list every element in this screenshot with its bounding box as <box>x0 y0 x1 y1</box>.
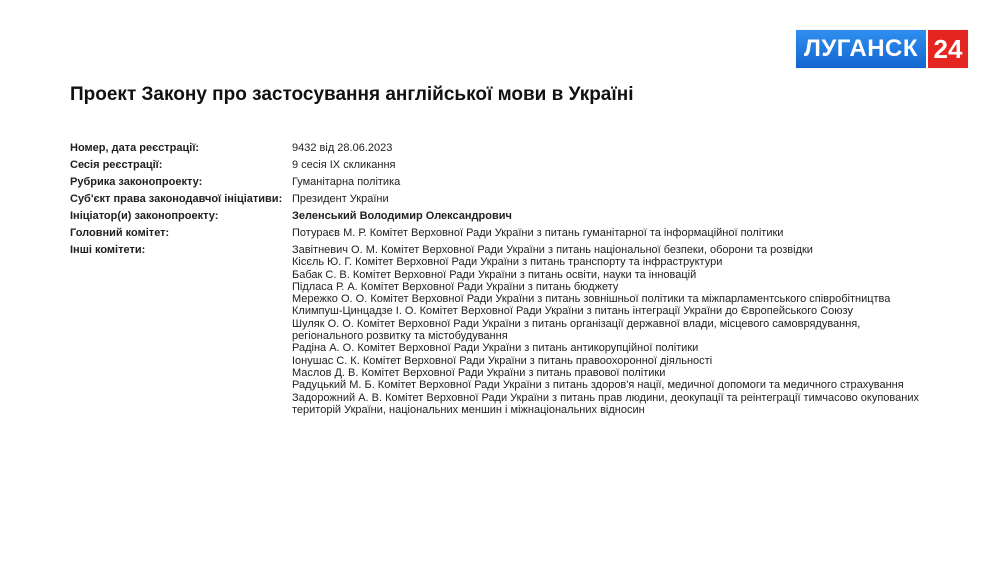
session-row <box>70 159 930 171</box>
subject-value: Президент України <box>292 193 389 205</box>
committee-item: Кісєль Ю. Г. Комітет Верховної Ради України з питань транспорту та інфраструктури <box>292 256 723 269</box>
main-committee-label: Головний комітет: <box>70 227 170 239</box>
committee-item: Шуляк О. О. Комітет Верховної Ради України з питань організації державної влади, місцевого самоврядування, регіонального розвитку та містобудування <box>292 317 861 343</box>
other-committees-label: Інші комітети: <box>70 244 146 256</box>
registration-label: Номер, дата реєстрації: <box>70 142 200 154</box>
committee-item: Підласа Р. А. Комітет Верховної Ради України з питань бюджету <box>292 280 619 293</box>
committee-item: Климпуш-Цинцадзе І. О. Комітет Верховної Ради України з питань інтеграції України до Європейського Союзу <box>292 305 853 318</box>
rubric-row <box>70 176 930 188</box>
committee-item: Задорожний А. В. Комітет Верховної Ради України з питань прав людини, деокупації та реінтеграції тимчасово окупованих територій України, національних меншин і міжнаціональних відносин <box>292 391 919 416</box>
other-committees-row <box>70 244 930 416</box>
rubric-label: Рубрика законопроекту: <box>70 176 203 188</box>
committee-item: Радіна А. О. Комітет Верховної Ради України з питань антикорупційної політики <box>292 342 699 355</box>
committee-item: Маслов Д. В. Комітет Верховної Ради України з питань правової політики <box>292 366 666 379</box>
luhansk24-logo <box>796 30 968 68</box>
bill-details-table <box>70 142 930 421</box>
initiator-row <box>70 210 930 222</box>
subject-label: Суб'єкт права законодавчої ініціативи: <box>70 193 283 205</box>
session-label: Сесія реєстрації: <box>70 159 163 171</box>
committee-item: Завітневич О. М. Комітет Верховної Ради України з питань національної безпеки, оборони та розвідки <box>292 244 813 256</box>
initiator-value: Зеленський Володимир Олександрович <box>292 210 512 222</box>
main-committee-value: Потураєв М. Р. Комітет Верховної Ради України з питань гуманітарної та інформаційної політики <box>292 227 784 239</box>
session-value: 9 сесія IX скликання <box>292 159 396 171</box>
committee-item: Мережко О. О. Комітет Верховної Ради України з питань зовнішньої політики та міжпарламентського співробітництва <box>292 293 891 306</box>
rubric-value: Гуманітарна політика <box>292 176 401 188</box>
registration-row <box>70 142 930 154</box>
subject-row <box>70 193 930 205</box>
committee-item: Бабак С. В. Комітет Верховної Ради України з питань освіти, науки та інновацій <box>292 268 697 281</box>
initiator-label: Ініціатор(и) законопроекту: <box>70 210 219 222</box>
registration-value: 9432 від 28.06.2023 <box>292 142 393 154</box>
page-title: Проект Закону про застосування англійської мови в Україні <box>70 84 634 105</box>
logo-number: 24 <box>926 30 968 68</box>
committee-item: Радуцький М. Б. Комітет Верховної Ради України з питань здоров'я нації, медичної допомоги та медичного страхування <box>292 379 904 392</box>
other-committees-list <box>292 244 930 416</box>
committee-item: Іонушас С. К. Комітет Верховної Ради України з питань правоохоронної діяльності <box>292 354 713 367</box>
main-committee-row <box>70 227 930 239</box>
logo-name: ЛУГАНСК <box>796 30 926 68</box>
